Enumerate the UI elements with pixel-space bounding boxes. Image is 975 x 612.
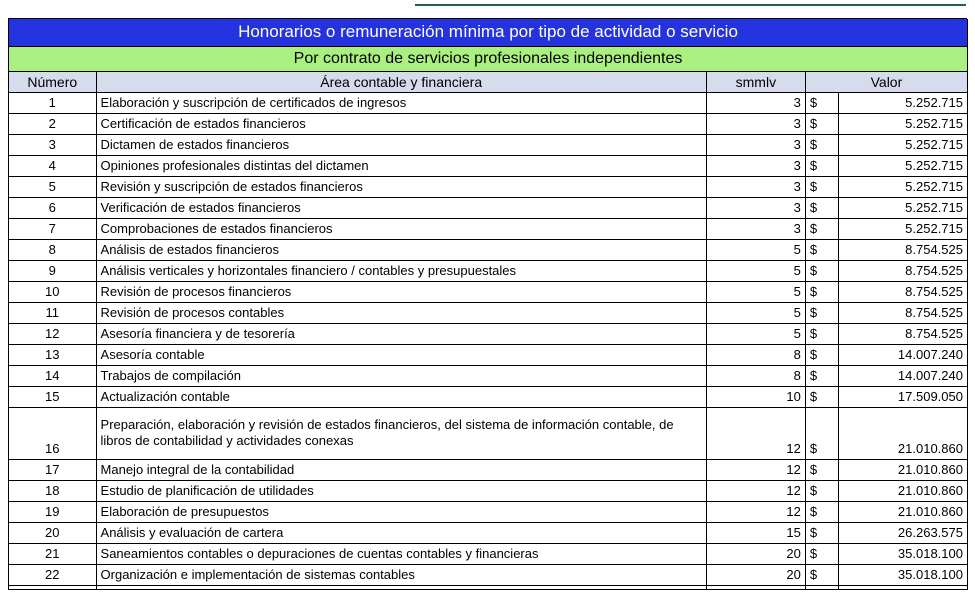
cell-valor[interactable]: 14.007.240 xyxy=(838,344,967,365)
cell-currency-symbol[interactable]: $ xyxy=(805,543,838,564)
cell-smmlv[interactable]: 3 xyxy=(706,218,805,239)
cell-currency-symbol[interactable]: $ xyxy=(805,564,838,585)
table-row-clipped[interactable] xyxy=(9,585,968,589)
table-row[interactable] xyxy=(9,459,968,480)
cell-valor[interactable]: 21.010.860 xyxy=(838,501,967,522)
table-row[interactable] xyxy=(9,323,968,344)
cell-currency-symbol[interactable]: $ xyxy=(805,281,838,302)
cell-currency-symbol[interactable]: $ xyxy=(805,323,838,344)
cell-numero[interactable]: 9 xyxy=(9,260,96,281)
cell-currency-symbol[interactable]: $ xyxy=(805,501,838,522)
cell-numero[interactable]: 12 xyxy=(9,323,96,344)
document-title: Honorarios o remuneración mínima por tipo de actividad o servicio xyxy=(9,19,968,46)
cell-smmlv[interactable]: 3 xyxy=(706,113,805,134)
table-row[interactable] xyxy=(9,344,968,365)
table-row[interactable] xyxy=(9,522,968,543)
cell-area[interactable]: Análisis de estados financieros xyxy=(96,239,706,260)
table-row[interactable] xyxy=(9,92,968,113)
table-row[interactable] xyxy=(9,407,968,459)
cell-numero[interactable]: 8 xyxy=(9,239,96,260)
cell-numero[interactable]: 15 xyxy=(9,386,96,407)
table-row[interactable] xyxy=(9,543,968,564)
cell-area[interactable]: Revisión y suscripción de estados financieros xyxy=(96,176,706,197)
cell-valor[interactable]: 8.754.525 xyxy=(838,239,967,260)
cell-smmlv[interactable]: 3 xyxy=(706,197,805,218)
cell-smmlv[interactable]: 5 xyxy=(706,323,805,344)
cell-numero[interactable]: 14 xyxy=(9,365,96,386)
cell-numero[interactable]: 13 xyxy=(9,344,96,365)
cell-valor[interactable]: 17.509.050 xyxy=(838,386,967,407)
cell-numero[interactable]: 18 xyxy=(9,480,96,501)
cell-valor[interactable]: 5.252.715 xyxy=(838,155,967,176)
table-row[interactable] xyxy=(9,113,968,134)
cell-valor[interactable]: 8.754.525 xyxy=(838,323,967,344)
cell-area[interactable]: Saneamientos contables o depuraciones de cuentas contables y financieras xyxy=(96,543,706,564)
cell-numero[interactable]: 21 xyxy=(9,543,96,564)
cell-currency-symbol[interactable]: $ xyxy=(805,113,838,134)
cell-smmlv[interactable]: 5 xyxy=(706,281,805,302)
cell-numero[interactable]: 6 xyxy=(9,197,96,218)
cell-smmlv[interactable]: 3 xyxy=(706,155,805,176)
cell-area[interactable]: Opiniones profesionales distintas del dictamen xyxy=(96,155,706,176)
cell-area[interactable]: Revisión de procesos contables xyxy=(96,302,706,323)
cell-smmlv[interactable]: 12 xyxy=(706,459,805,480)
cell-smmlv[interactable]: 12 xyxy=(706,480,805,501)
cell-smmlv[interactable]: 20 xyxy=(706,564,805,585)
cell-currency-symbol[interactable]: $ xyxy=(805,155,838,176)
cell-area[interactable]: Manejo integral de la contabilidad xyxy=(96,459,706,480)
cell-area[interactable]: Análisis y evaluación de cartera xyxy=(96,522,706,543)
cell-currency-symbol[interactable]: $ xyxy=(805,134,838,155)
table-row[interactable] xyxy=(9,501,968,522)
cell-area[interactable]: Verificación de estados financieros xyxy=(96,197,706,218)
cell-currency-symbol[interactable]: $ xyxy=(805,522,838,543)
subtitle-banner-row xyxy=(9,46,968,71)
table-row[interactable] xyxy=(9,197,968,218)
table-row[interactable] xyxy=(9,218,968,239)
cell-clipped[interactable] xyxy=(706,585,805,589)
fee-schedule-sheet xyxy=(8,18,967,590)
cell-currency-symbol[interactable]: $ xyxy=(805,260,838,281)
column-header-smmlv[interactable]: smmlv xyxy=(706,71,805,92)
cell-smmlv[interactable]: 12 xyxy=(706,501,805,522)
cell-area[interactable]: Análisis verticales y horizontales financiero / contables y presupuestales xyxy=(96,260,706,281)
cell-currency-symbol[interactable]: $ xyxy=(805,344,838,365)
cell-valor[interactable]: 21.010.860 xyxy=(838,407,967,459)
cell-numero[interactable]: 10 xyxy=(9,281,96,302)
top-green-rule xyxy=(415,4,966,6)
cell-currency-symbol[interactable]: $ xyxy=(805,239,838,260)
cell-numero[interactable]: 19 xyxy=(9,501,96,522)
table-row[interactable] xyxy=(9,302,968,323)
cell-numero[interactable]: 1 xyxy=(9,92,96,113)
cell-valor[interactable]: 35.018.100 xyxy=(838,564,967,585)
cell-numero[interactable]: 3 xyxy=(9,134,96,155)
table-row[interactable] xyxy=(9,176,968,197)
cell-valor[interactable]: 5.252.715 xyxy=(838,92,967,113)
cell-valor[interactable]: 5.252.715 xyxy=(838,113,967,134)
title-banner-row xyxy=(9,19,968,46)
column-header-valor[interactable]: Valor xyxy=(805,71,967,92)
cell-smmlv[interactable]: 12 xyxy=(706,407,805,459)
cell-area[interactable]: Dictamen de estados financieros xyxy=(96,134,706,155)
table-body xyxy=(9,92,968,589)
cell-valor[interactable]: 5.252.715 xyxy=(838,176,967,197)
cell-valor[interactable]: 8.754.525 xyxy=(838,302,967,323)
cell-currency-symbol[interactable]: $ xyxy=(805,92,838,113)
cell-smmlv[interactable]: 20 xyxy=(706,543,805,564)
table-row[interactable] xyxy=(9,564,968,585)
cell-valor[interactable]: 8.754.525 xyxy=(838,260,967,281)
cell-area[interactable]: Asesoría contable xyxy=(96,344,706,365)
cell-numero[interactable]: 22 xyxy=(9,564,96,585)
cell-area[interactable]: Actualización contable xyxy=(96,386,706,407)
column-header-row xyxy=(9,71,968,92)
cell-area[interactable]: Comprobaciones de estados financieros xyxy=(96,218,706,239)
cell-valor[interactable]: 5.252.715 xyxy=(838,197,967,218)
table-row[interactable] xyxy=(9,281,968,302)
cell-valor[interactable]: 21.010.860 xyxy=(838,480,967,501)
cell-smmlv[interactable]: 3 xyxy=(706,134,805,155)
table-row[interactable] xyxy=(9,365,968,386)
cell-valor[interactable]: 5.252.715 xyxy=(838,134,967,155)
cell-area[interactable]: Asesoría financiera y de tesorería xyxy=(96,323,706,344)
cell-currency-symbol[interactable]: $ xyxy=(805,197,838,218)
cell-smmlv[interactable]: 8 xyxy=(706,365,805,386)
document-subtitle: Por contrato de servicios profesionales independientes xyxy=(9,46,968,71)
cell-area[interactable]: Trabajos de compilación xyxy=(96,365,706,386)
cell-area[interactable]: Preparación, elaboración y revisión de estados financieros, del sistema de información contable, de libros de contabilidad y actividades conexas xyxy=(96,407,706,459)
table-row[interactable] xyxy=(9,239,968,260)
cell-area[interactable]: Estudio de planificación de utilidades xyxy=(96,480,706,501)
cell-currency-symbol[interactable]: $ xyxy=(805,407,838,459)
cell-numero[interactable]: 16 xyxy=(9,407,96,459)
cell-smmlv[interactable]: 5 xyxy=(706,260,805,281)
cell-smmlv[interactable]: 3 xyxy=(706,176,805,197)
cell-area[interactable]: Revisión de procesos financieros xyxy=(96,281,706,302)
cell-valor[interactable]: 14.007.240 xyxy=(838,365,967,386)
cell-currency-symbol[interactable]: $ xyxy=(805,365,838,386)
cell-area[interactable]: Organización e implementación de sistemas contables xyxy=(96,564,706,585)
cell-valor[interactable]: 8.754.525 xyxy=(838,281,967,302)
cell-area[interactable]: Certificación de estados financieros xyxy=(96,113,706,134)
cell-valor[interactable]: 35.018.100 xyxy=(838,543,967,564)
cell-numero[interactable]: 11 xyxy=(9,302,96,323)
cell-clipped[interactable] xyxy=(96,585,706,589)
cell-numero[interactable]: 7 xyxy=(9,218,96,239)
cell-valor[interactable]: 26.263.575 xyxy=(838,522,967,543)
column-header-numero[interactable]: Número xyxy=(9,71,96,92)
cell-smmlv[interactable]: 10 xyxy=(706,386,805,407)
cell-currency-symbol[interactable]: $ xyxy=(805,218,838,239)
cell-valor[interactable]: 21.010.860 xyxy=(838,459,967,480)
cell-currency-symbol[interactable]: $ xyxy=(805,480,838,501)
table-head xyxy=(9,19,968,92)
cell-numero[interactable]: 17 xyxy=(9,459,96,480)
cell-numero[interactable]: 4 xyxy=(9,155,96,176)
cell-valor[interactable]: 5.252.715 xyxy=(838,218,967,239)
table-row[interactable] xyxy=(9,155,968,176)
cell-smmlv[interactable]: 15 xyxy=(706,522,805,543)
fee-schedule-table xyxy=(9,19,968,590)
cell-smmlv[interactable]: 5 xyxy=(706,302,805,323)
cell-currency-symbol[interactable]: $ xyxy=(805,459,838,480)
cell-numero[interactable]: 20 xyxy=(9,522,96,543)
cell-smmlv[interactable]: 5 xyxy=(706,239,805,260)
table-row[interactable] xyxy=(9,260,968,281)
cell-clipped[interactable] xyxy=(838,585,967,589)
table-row[interactable] xyxy=(9,134,968,155)
cell-numero[interactable]: 5 xyxy=(9,176,96,197)
cell-currency-symbol[interactable]: $ xyxy=(805,302,838,323)
cell-clipped[interactable] xyxy=(9,585,96,589)
cell-clipped[interactable] xyxy=(805,585,838,589)
table-row[interactable] xyxy=(9,386,968,407)
cell-currency-symbol[interactable]: $ xyxy=(805,176,838,197)
cell-area[interactable]: Elaboración y suscripción de certificados de ingresos xyxy=(96,92,706,113)
cell-smmlv[interactable]: 3 xyxy=(706,92,805,113)
cell-smmlv[interactable]: 8 xyxy=(706,344,805,365)
column-header-area[interactable]: Área contable y financiera xyxy=(96,71,706,92)
table-row[interactable] xyxy=(9,480,968,501)
cell-area[interactable]: Elaboración de presupuestos xyxy=(96,501,706,522)
cell-currency-symbol[interactable]: $ xyxy=(805,386,838,407)
cell-numero[interactable]: 2 xyxy=(9,113,96,134)
